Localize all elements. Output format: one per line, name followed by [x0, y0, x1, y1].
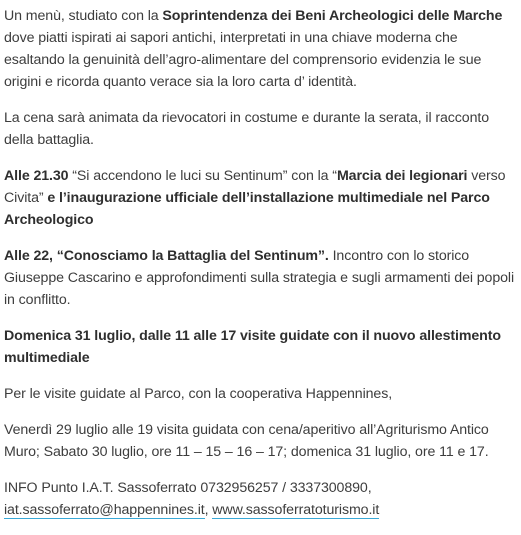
- soprintendenza-bold: Soprintendenza dei Beni Archeologici delle Marche: [162, 8, 503, 24]
- paragraph-sunday: [4, 325, 516, 369]
- schedule-text: Venerdì 29 luglio alle 19 visita guidata con cena/aperitivo all’Agriturismo Antico Muro; Sabato 30 luglio, ore 11 – 15 – 16 – 17; domenica 31 luglio, ore 11 e 17.: [4, 422, 489, 460]
- paragraph-visits-intro: [4, 383, 516, 405]
- link-separator: ,: [204, 502, 213, 518]
- civita-text: verso Civita”: [4, 168, 506, 206]
- paragraph-menu: [4, 5, 516, 93]
- meeting-text: Incontro con lo storico Giuseppe Cascarino e approfondimenti sulla strategia e sugli armamenti dei popoli in conflitto.: [4, 248, 515, 308]
- conosciamo-bold: Alle 22, “Conosciamo la Battaglia del Sentinum”.: [4, 248, 329, 264]
- article-body: [4, 5, 516, 535]
- sunday-visits-bold: Domenica 31 luglio, dalle 11 alle 17 visite guidate con il nuovo allestimento multimediale: [4, 328, 501, 366]
- info-text: INFO Punto I.A.T. Sassoferrato 0732956257 / 3337300890,: [4, 480, 372, 496]
- dinner-text: La cena sarà animata da rievocatori in costume e durante la serata, il racconto della battaglia.: [4, 110, 489, 148]
- marcia-bold: Marcia dei legionari: [336, 168, 468, 184]
- menu-text-start: Un menù, studiato con la: [4, 8, 163, 24]
- website-link[interactable]: www.sassoferratoturismo.it: [212, 502, 380, 518]
- paragraph-schedule: [4, 419, 516, 463]
- visits-intro-text: Per le visite guidate al Parco, con la cooperativa Happennines,: [4, 386, 393, 402]
- time-2130-bold: Alle 21.30: [4, 168, 69, 184]
- lights-text: “Si accendono le luci su Sentinum” con la “: [68, 168, 337, 184]
- menu-text-end: dove piatti ispirati ai sapori antichi, interpretati in una chiave moderna che esaltando la genuinità dell’agro-alimentare del comprensorio evidenzia le sue origini e ricorda quanto verace sia la loro carta d’ identità.: [4, 30, 482, 90]
- inauguration-bold: e l’inaugurazione ufficiale dell’installazione multimediale nel Parco Archeologico: [4, 190, 490, 228]
- email-link[interactable]: iat.sassoferrato@happennines.it: [4, 502, 205, 518]
- paragraph-2130: [4, 165, 516, 231]
- paragraph-22: [4, 245, 516, 311]
- paragraph-dinner: [4, 107, 516, 151]
- paragraph-info: [4, 477, 516, 521]
